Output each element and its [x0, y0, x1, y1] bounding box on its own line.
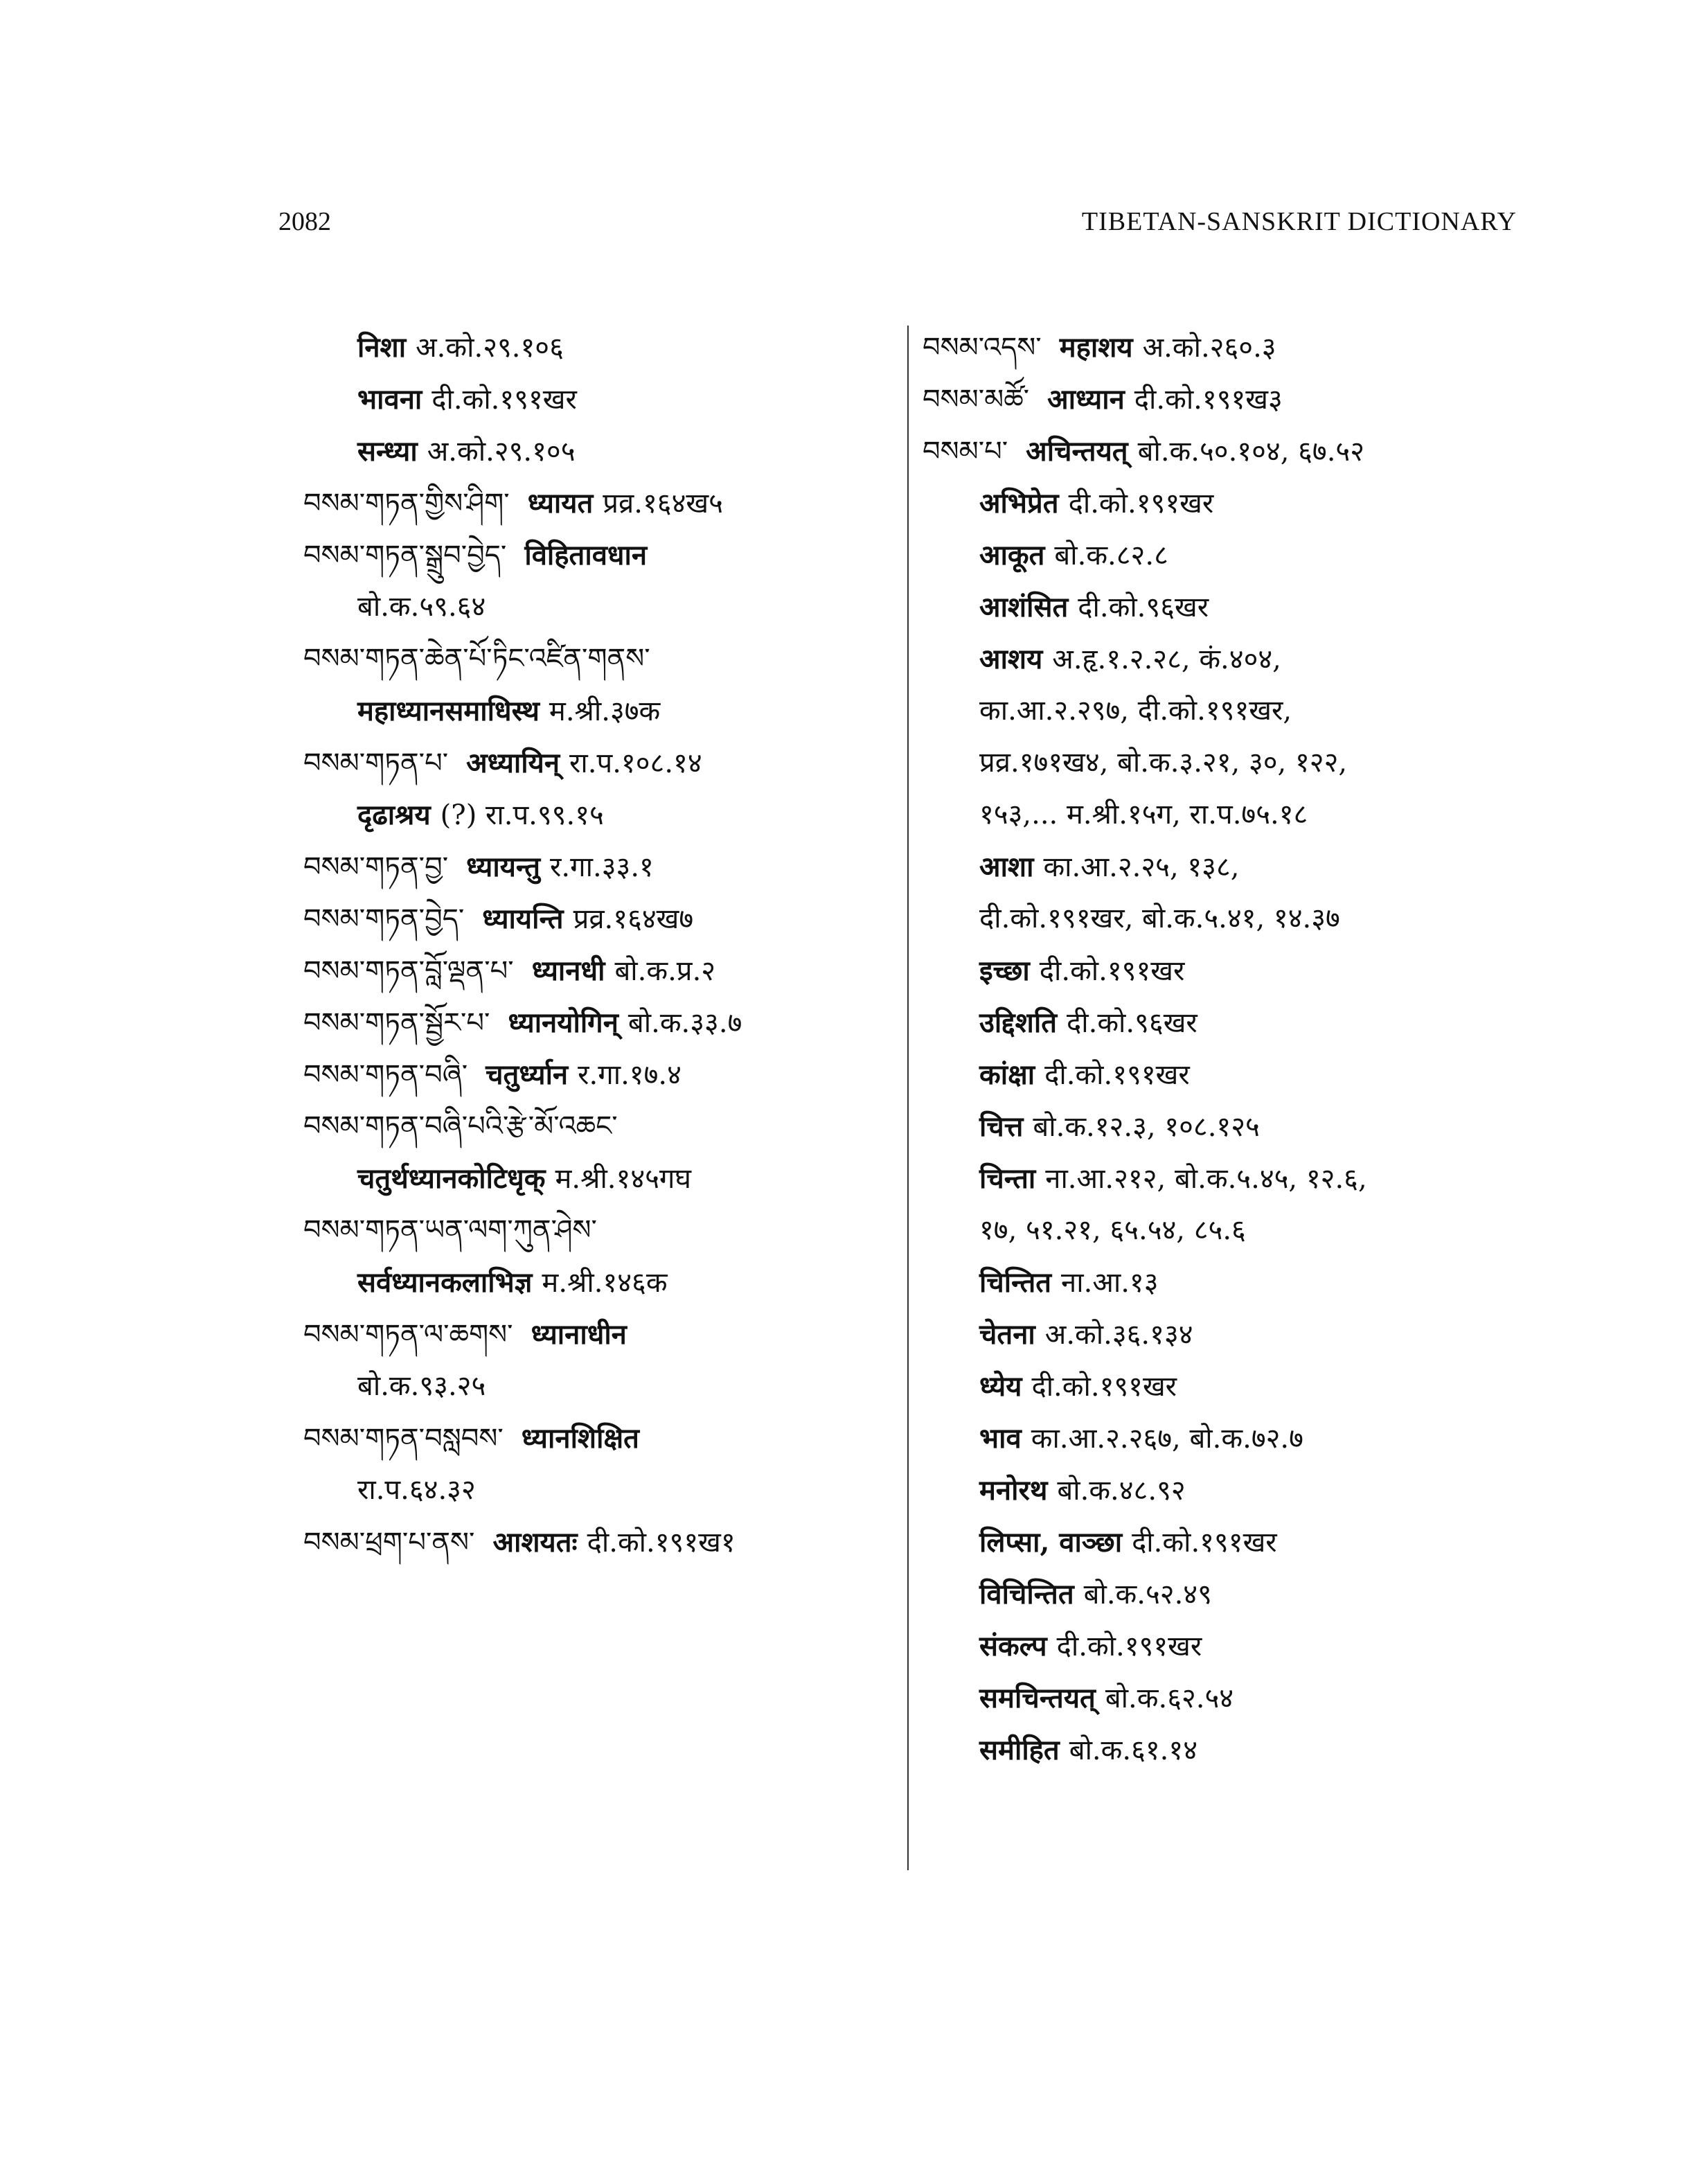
sanskrit-equivalent: विचिन्तित — [979, 1578, 1074, 1610]
dictionary-line — [303, 841, 899, 893]
source-reference: अ.हृ.१.२.२८, कं.४०४, — [1052, 643, 1281, 675]
dictionary-line — [303, 685, 899, 737]
source-reference: बो.क.३३.७ — [627, 1007, 742, 1039]
source-reference: र.गा.३३.१ — [550, 851, 654, 883]
source-reference: बो.क.५०.१०४, ६७.५२ — [1137, 436, 1365, 468]
sanskrit-equivalent: ध्यायत — [527, 487, 594, 520]
source-reference: का.आ.२.२५, १३८, — [1043, 851, 1240, 883]
sanskrit-equivalent: समचिन्तयत् — [979, 1682, 1096, 1714]
sanskrit-equivalent: ध्यायन्ति — [482, 903, 564, 935]
dictionary-line — [303, 1464, 899, 1516]
sanskrit-equivalent: ध्यानशिक्षित — [521, 1422, 639, 1455]
dictionary-line — [303, 1516, 899, 1568]
dictionary-line — [303, 945, 899, 997]
source-reference: दी.को.१९१खर — [431, 384, 577, 416]
source-reference: दी.को.१९१ख१ — [587, 1527, 736, 1559]
source-reference: अ.को.२९.१०६ — [416, 332, 564, 364]
source-reference: बो.क.प्र.२ — [614, 955, 716, 987]
dictionary-line — [923, 997, 1539, 1049]
dictionary-line — [303, 1205, 899, 1257]
source-reference: रा.प.१०८.१४ — [569, 747, 702, 779]
source-reference: अ.को.३६.१३४ — [1044, 1319, 1193, 1351]
dictionary-line — [303, 373, 899, 425]
tibetan-headword: བསམ་གཏན་བློ་ལྡན་པ་ — [303, 955, 514, 987]
right-column — [923, 321, 1539, 1776]
dictionary-line — [923, 1360, 1539, 1412]
sanskrit-equivalent: चतुर्थध्यानकोटिधृक् — [357, 1162, 546, 1195]
sanskrit-equivalent: ध्येय — [979, 1370, 1022, 1403]
source-reference: बो.क.१२.३, १०८.१२५ — [1033, 1111, 1260, 1143]
source-reference: १७, ५१.२१, ६५.५४, ८५.६ — [979, 1214, 1246, 1246]
source-reference: (?) रा.प.९९.१५ — [440, 799, 604, 831]
dictionary-line — [923, 1257, 1539, 1308]
sanskrit-equivalent: अचिन्तयत् — [1026, 435, 1128, 468]
source-reference: का.आ.२.२९७, दी.को.१९१खर, — [979, 695, 1292, 727]
dictionary-line — [303, 1049, 899, 1101]
source-reference: प्रव्र.१७१ख४, बो.क.३.२१, ३०, १२२, — [979, 747, 1348, 779]
dictionary-line — [923, 1620, 1539, 1672]
source-reference: रा.प.६४.३२ — [357, 1474, 476, 1506]
sanskrit-equivalent: ध्यानयोगिन् — [508, 1006, 618, 1039]
tibetan-headword: བསམ་གཏན་བྱ་ — [303, 851, 449, 883]
source-reference: दी.को.१९१खर — [1039, 955, 1185, 987]
source-reference: दी.को.१९१खर, बो.क.५.४१, १४.३७ — [979, 903, 1340, 934]
left-column — [303, 321, 899, 1568]
dictionary-line — [923, 321, 1539, 373]
source-reference: बो.क.४८.९२ — [1057, 1475, 1186, 1507]
dictionary-line — [303, 893, 899, 945]
source-reference: अ.को.२९.१०५ — [427, 436, 576, 468]
dictionary-line — [923, 1205, 1539, 1257]
dictionary-line — [303, 1257, 899, 1308]
source-reference: दी.को.१९१ख३ — [1134, 384, 1283, 416]
dictionary-line — [303, 581, 899, 633]
source-reference: म.श्री.१४५गघ — [555, 1163, 692, 1195]
sanskrit-equivalent: आशयतः — [492, 1526, 578, 1559]
tibetan-headword: བསམ་གཏན་སྒྲུབ་བྱེད་ — [303, 540, 507, 571]
sanskrit-equivalent: दृढाश्रय — [357, 799, 431, 831]
dictionary-line — [923, 373, 1539, 425]
sanskrit-equivalent: अभिप्रेत — [979, 487, 1059, 520]
sanskrit-equivalent: विहितावधान — [524, 539, 648, 571]
tibetan-headword: བསམ་པ་ — [923, 436, 1008, 468]
source-reference: १५३,... म.श्री.१५ग, रा.प.७५.१८ — [979, 799, 1308, 831]
sanskrit-equivalent: ध्यानाधीन — [531, 1318, 627, 1351]
tibetan-headword: བསམ་འདས་ — [923, 332, 1042, 364]
dictionary-line — [923, 1101, 1539, 1153]
dictionary-line — [923, 633, 1539, 685]
tibetan-headword: བསམ་གཏན་པ་ — [303, 747, 449, 779]
dictionary-line — [303, 633, 899, 685]
dictionary-line — [303, 1308, 899, 1360]
dictionary-line — [303, 477, 899, 529]
tibetan-headword: བསམ་གཏན་བཞི་པའི་རྩེ་མོ་འཆང་ — [303, 1110, 618, 1142]
sanskrit-equivalent: लिप्सा, वाञ्छा — [979, 1526, 1123, 1559]
tibetan-headword: བསམ་ཕྲག་པ་ནས་ — [303, 1527, 475, 1559]
tibetan-headword: བསམ་གཏན་ལ་ཆགས་ — [303, 1319, 513, 1351]
sanskrit-equivalent: मनोरथ — [979, 1474, 1048, 1507]
source-reference: र.गा.१७.४ — [578, 1059, 682, 1091]
dictionary-line — [923, 841, 1539, 893]
column-divider — [907, 326, 909, 1870]
sanskrit-equivalent: आशय — [979, 643, 1043, 675]
source-reference: दी.को.९६खर — [1078, 592, 1209, 623]
sanskrit-equivalent: आध्यान — [1047, 383, 1125, 416]
source-reference: का.आ.२.२६७, बो.क.७२.७ — [1031, 1423, 1303, 1455]
sanskrit-equivalent: संकल्प — [979, 1630, 1047, 1662]
tibetan-headword: བསམ་གཏན་བཞི་ — [303, 1059, 468, 1091]
dictionary-line — [923, 789, 1539, 841]
source-reference: बो.क.८२.८ — [1054, 540, 1168, 571]
tibetan-headword: བསམ་གཏན་ཆེན་པོ་ཏིང་འཛིན་གནས་ — [303, 643, 650, 675]
source-reference: म.श्री.३७क — [549, 695, 661, 727]
dictionary-line — [923, 1672, 1539, 1724]
dictionary-line — [923, 945, 1539, 997]
sanskrit-equivalent: सन्ध्या — [357, 435, 418, 468]
source-reference: प्रव्र.१६४ख७ — [573, 903, 694, 935]
dictionary-line — [923, 685, 1539, 737]
tibetan-headword: བསམ་མཚོ་ — [923, 384, 1030, 416]
sanskrit-equivalent: उद्दिशति — [979, 1006, 1057, 1039]
dictionary-line — [303, 1101, 899, 1153]
dictionary-line — [303, 789, 899, 841]
sanskrit-equivalent: महाशय — [1059, 331, 1133, 364]
running-title: TIBETAN-SANSKRIT DICTIONARY — [1081, 207, 1517, 236]
dictionary-line — [303, 529, 899, 581]
source-reference: अ.को.२६०.३ — [1142, 332, 1276, 364]
sanskrit-equivalent: अध्यायिन् — [466, 747, 560, 779]
dictionary-line — [923, 477, 1539, 529]
dictionary-line — [923, 1412, 1539, 1464]
sanskrit-equivalent: इच्छा — [979, 955, 1030, 987]
sanskrit-equivalent: कांक्षा — [979, 1058, 1035, 1091]
sanskrit-equivalent: सर्वध्यानकलाभिज्ञ — [357, 1266, 533, 1299]
dictionary-line — [923, 1308, 1539, 1360]
source-reference: ना.आ.२१२, बो.क.५.४५, १२.६, — [1045, 1163, 1367, 1195]
dictionary-line — [303, 1153, 899, 1205]
sanskrit-equivalent: आकूत — [979, 539, 1045, 571]
source-reference: दी.को.१९१खर — [1132, 1527, 1277, 1559]
dictionary-line — [923, 737, 1539, 789]
dictionary-line — [303, 321, 899, 373]
source-reference: बो.क.५२.४९ — [1083, 1579, 1212, 1610]
source-reference: बो.क.५९.६४ — [357, 591, 486, 623]
page-number: 2082 — [278, 207, 331, 236]
dictionary-line — [923, 1153, 1539, 1205]
sanskrit-equivalent: चिन्तित — [979, 1266, 1052, 1299]
sanskrit-equivalent: चतुर्ध्यान — [486, 1058, 569, 1091]
dictionary-line — [923, 1724, 1539, 1776]
sanskrit-equivalent: भाव — [979, 1422, 1022, 1455]
dictionary-line — [923, 1568, 1539, 1620]
sanskrit-equivalent: ध्यानधी — [531, 955, 605, 987]
sanskrit-equivalent: ध्यायन्तु — [466, 851, 541, 883]
dictionary-line — [923, 581, 1539, 633]
sanskrit-equivalent: भावना — [357, 383, 422, 416]
tibetan-headword: བསམ་གཏན་བསླབས་ — [303, 1423, 504, 1455]
source-reference: म.श्री.१४६क — [542, 1267, 668, 1299]
source-reference: बो.क.६२.५४ — [1105, 1683, 1234, 1714]
sanskrit-equivalent: महाध्यानसमाधिस्थ — [357, 695, 540, 727]
source-reference: बो.क.९३.२५ — [357, 1370, 486, 1402]
dictionary-line — [923, 529, 1539, 581]
source-reference: प्रव्र.१६४ख५ — [603, 488, 723, 520]
dictionary-line — [303, 737, 899, 789]
dictionary-line — [303, 425, 899, 477]
dictionary-line — [923, 425, 1539, 477]
source-reference: दी.को.९६खर — [1067, 1007, 1197, 1039]
source-reference: बो.क.६१.१४ — [1069, 1734, 1197, 1766]
source-reference: दी.को.१९१खर — [1044, 1059, 1190, 1091]
dictionary-line — [923, 1049, 1539, 1101]
sanskrit-equivalent: आशंसित — [979, 591, 1069, 623]
sanskrit-equivalent: समीहित — [979, 1734, 1060, 1766]
tibetan-headword: བསམ་གཏན་སྦྱོར་པ་ — [303, 1007, 490, 1039]
source-reference: दी.को.१९१खर — [1031, 1371, 1177, 1403]
source-reference: दी.को.१९१खर — [1056, 1631, 1202, 1662]
tibetan-headword: བསམ་གཏན་ཡན་ལག་ཀུན་ཤེས་ — [303, 1214, 597, 1246]
sanskrit-equivalent: चित्त — [979, 1110, 1024, 1143]
dictionary-line — [303, 1360, 899, 1412]
source-reference: दी.को.१९१खर — [1068, 488, 1214, 520]
tibetan-headword: བསམ་གཏན་གྱིས་ཤིག་ — [303, 488, 510, 520]
sanskrit-equivalent: चिन्ता — [979, 1162, 1036, 1195]
sanskrit-equivalent: निशा — [357, 331, 407, 364]
dictionary-line — [303, 997, 899, 1049]
tibetan-headword: བསམ་གཏན་བྱེད་ — [303, 903, 465, 935]
source-reference: ना.आ.१३ — [1061, 1267, 1159, 1299]
dictionary-line — [303, 1412, 899, 1464]
dictionary-line — [923, 893, 1539, 945]
dictionary-line — [923, 1464, 1539, 1516]
sanskrit-equivalent: आशा — [979, 851, 1034, 883]
sanskrit-equivalent: चेतना — [979, 1318, 1035, 1351]
dictionary-line — [923, 1516, 1539, 1568]
